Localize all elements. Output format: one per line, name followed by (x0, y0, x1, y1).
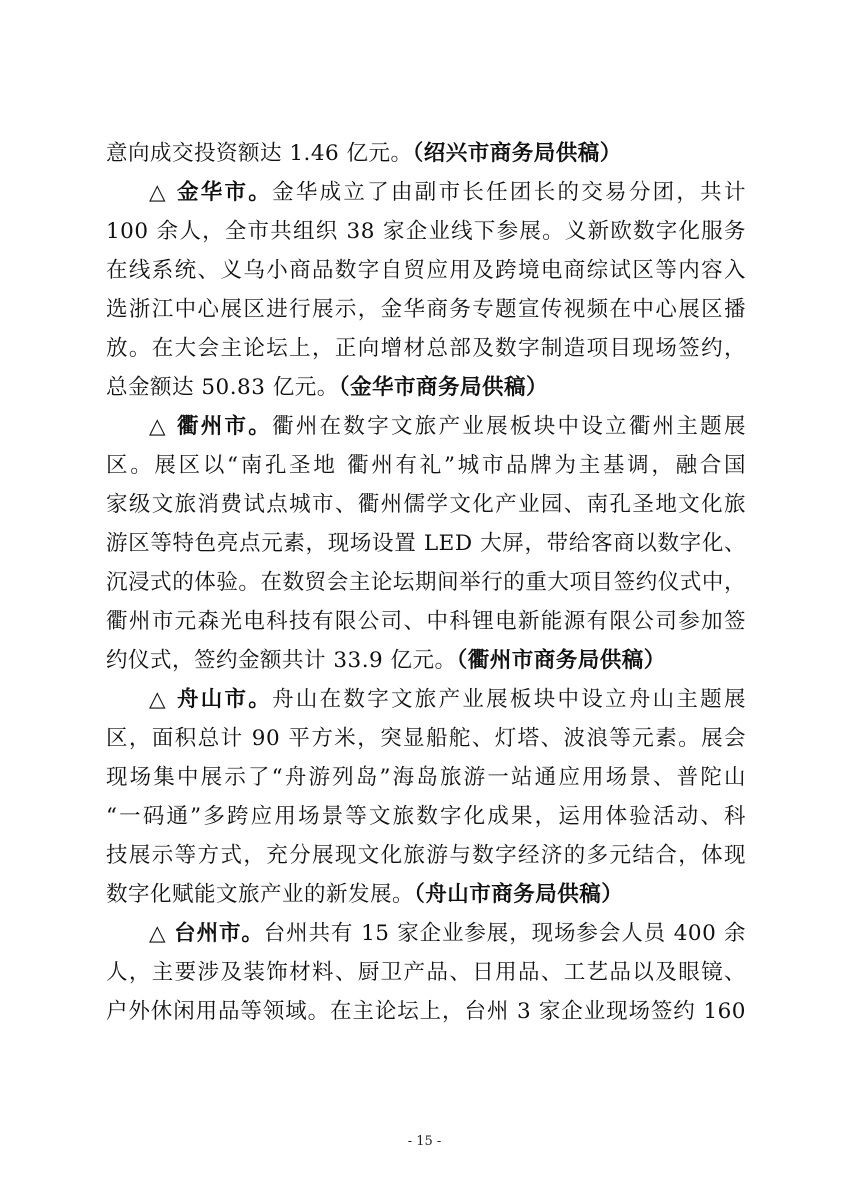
text-line (106, 953, 746, 992)
text-line (106, 173, 746, 212)
text-segment: △ (149, 687, 177, 712)
text-segment: 区，面积总计 90 平方米，突显船舵、灯塔、波浪等元素。展会 (106, 726, 746, 751)
bold-text: 衢州市。 (176, 414, 273, 439)
document-body (106, 134, 746, 1031)
text-segment: 衢州市元森光电科技有限公司、中科锂电新能源有限公司参加签 (106, 609, 746, 634)
bold-text: 金华市。 (176, 180, 273, 205)
text-line (106, 212, 746, 251)
page-number: - 15 - (407, 1134, 442, 1149)
text-line (106, 836, 746, 875)
text-segment: △ (149, 180, 177, 205)
text-segment: 沉浸式的体验。在数贸会主论坛期间举行的重大项目签约仪式中， (106, 570, 746, 595)
text-segment: 区。展区以“南孔圣地 衢州有礼”城市品牌为主基调，融合国 (106, 453, 746, 478)
text-segment: 技展示等方式，充分展现文化旅游与数字经济的多元结合，体现 (106, 843, 746, 868)
text-line (106, 875, 746, 914)
bold-text: （绍兴市商务局供稿） (412, 141, 622, 166)
text-segment: 意向成交投资额达 1.46 亿元。 (106, 141, 413, 166)
text-segment: 游区等特色亮点元素，现场设置 LED 大屏，带给客商以数字化、 (106, 531, 746, 556)
text-line (106, 134, 746, 173)
text-line (106, 563, 746, 602)
text-line (106, 446, 746, 485)
paragraph (106, 134, 746, 173)
text-line (106, 407, 746, 446)
text-line (106, 251, 746, 290)
text-segment: 放。在大会主论坛上，正向增材总部及数字制造项目现场签约， (106, 336, 746, 361)
bold-text: （舟山市商务局供稿） (414, 882, 624, 907)
paragraph (106, 173, 746, 407)
text-line (106, 680, 746, 719)
text-line (106, 719, 746, 758)
text-line (106, 602, 746, 641)
bold-text: 台州市。 (174, 921, 264, 946)
text-segment: 现场集中展示了“舟游列岛”海岛旅游一站通应用场景、普陀山 (106, 765, 746, 790)
bold-text: （金华市商务局供稿） (338, 375, 548, 400)
text-segment: 数字化赋能文旅产业的新发展。 (106, 882, 415, 907)
paragraph (106, 680, 746, 914)
text-segment: 总金额达 50.83 亿元。 (106, 375, 339, 400)
text-segment: 在线系统、义乌小商品数字自贸应用及跨境电商综试区等内容入 (106, 258, 746, 283)
text-line (106, 368, 746, 407)
text-segment: 家级文旅消费试点城市、衢州儒学文化产业园、南孔圣地文化旅 (106, 492, 746, 517)
text-segment: 衢州在数字文旅产业展板块中设立衢州主题展 (272, 414, 746, 439)
text-segment: 台州共有 15 家企业参展，现场参会人员 400 余 (263, 921, 746, 946)
bold-text: （衢州市商务局供稿） (456, 648, 666, 673)
text-segment: 约仪式，签约金额共计 33.9 亿元。 (106, 648, 457, 673)
text-line (106, 485, 746, 524)
text-line (106, 290, 746, 329)
text-segment: 选浙江中心展区进行展示，金华商务专题宣传视频在中心展区播 (106, 297, 746, 322)
text-line (106, 641, 746, 680)
text-segment: 100 余人，全市共组织 38 家企业线下参展。义新欧数字化服务 (106, 219, 746, 244)
text-line (106, 524, 746, 563)
text-segment: △ (149, 414, 177, 439)
text-segment: 舟山在数字文旅产业展板块中设立舟山主题展 (272, 687, 746, 712)
paragraph (106, 914, 746, 1031)
text-line (106, 797, 746, 836)
text-line (106, 992, 746, 1031)
text-segment: “一码通”多跨应用场景等文旅数字化成果，运用体验活动、科 (106, 804, 746, 829)
text-line (106, 914, 746, 953)
paragraph (106, 407, 746, 680)
text-segment: 户外休闲用品等领域。在主论坛上，台州 3 家企业现场签约 160 (106, 999, 746, 1024)
text-segment: 人，主要涉及装饰材料、厨卫产品、日用品、工艺品以及眼镜、 (106, 960, 746, 985)
bold-text: 舟山市。 (176, 687, 273, 712)
text-line (106, 329, 746, 368)
text-line (106, 758, 746, 797)
text-segment: 金华成立了由副市长任团长的交易分团，共计 (272, 180, 746, 205)
text-segment: △ (149, 921, 175, 946)
